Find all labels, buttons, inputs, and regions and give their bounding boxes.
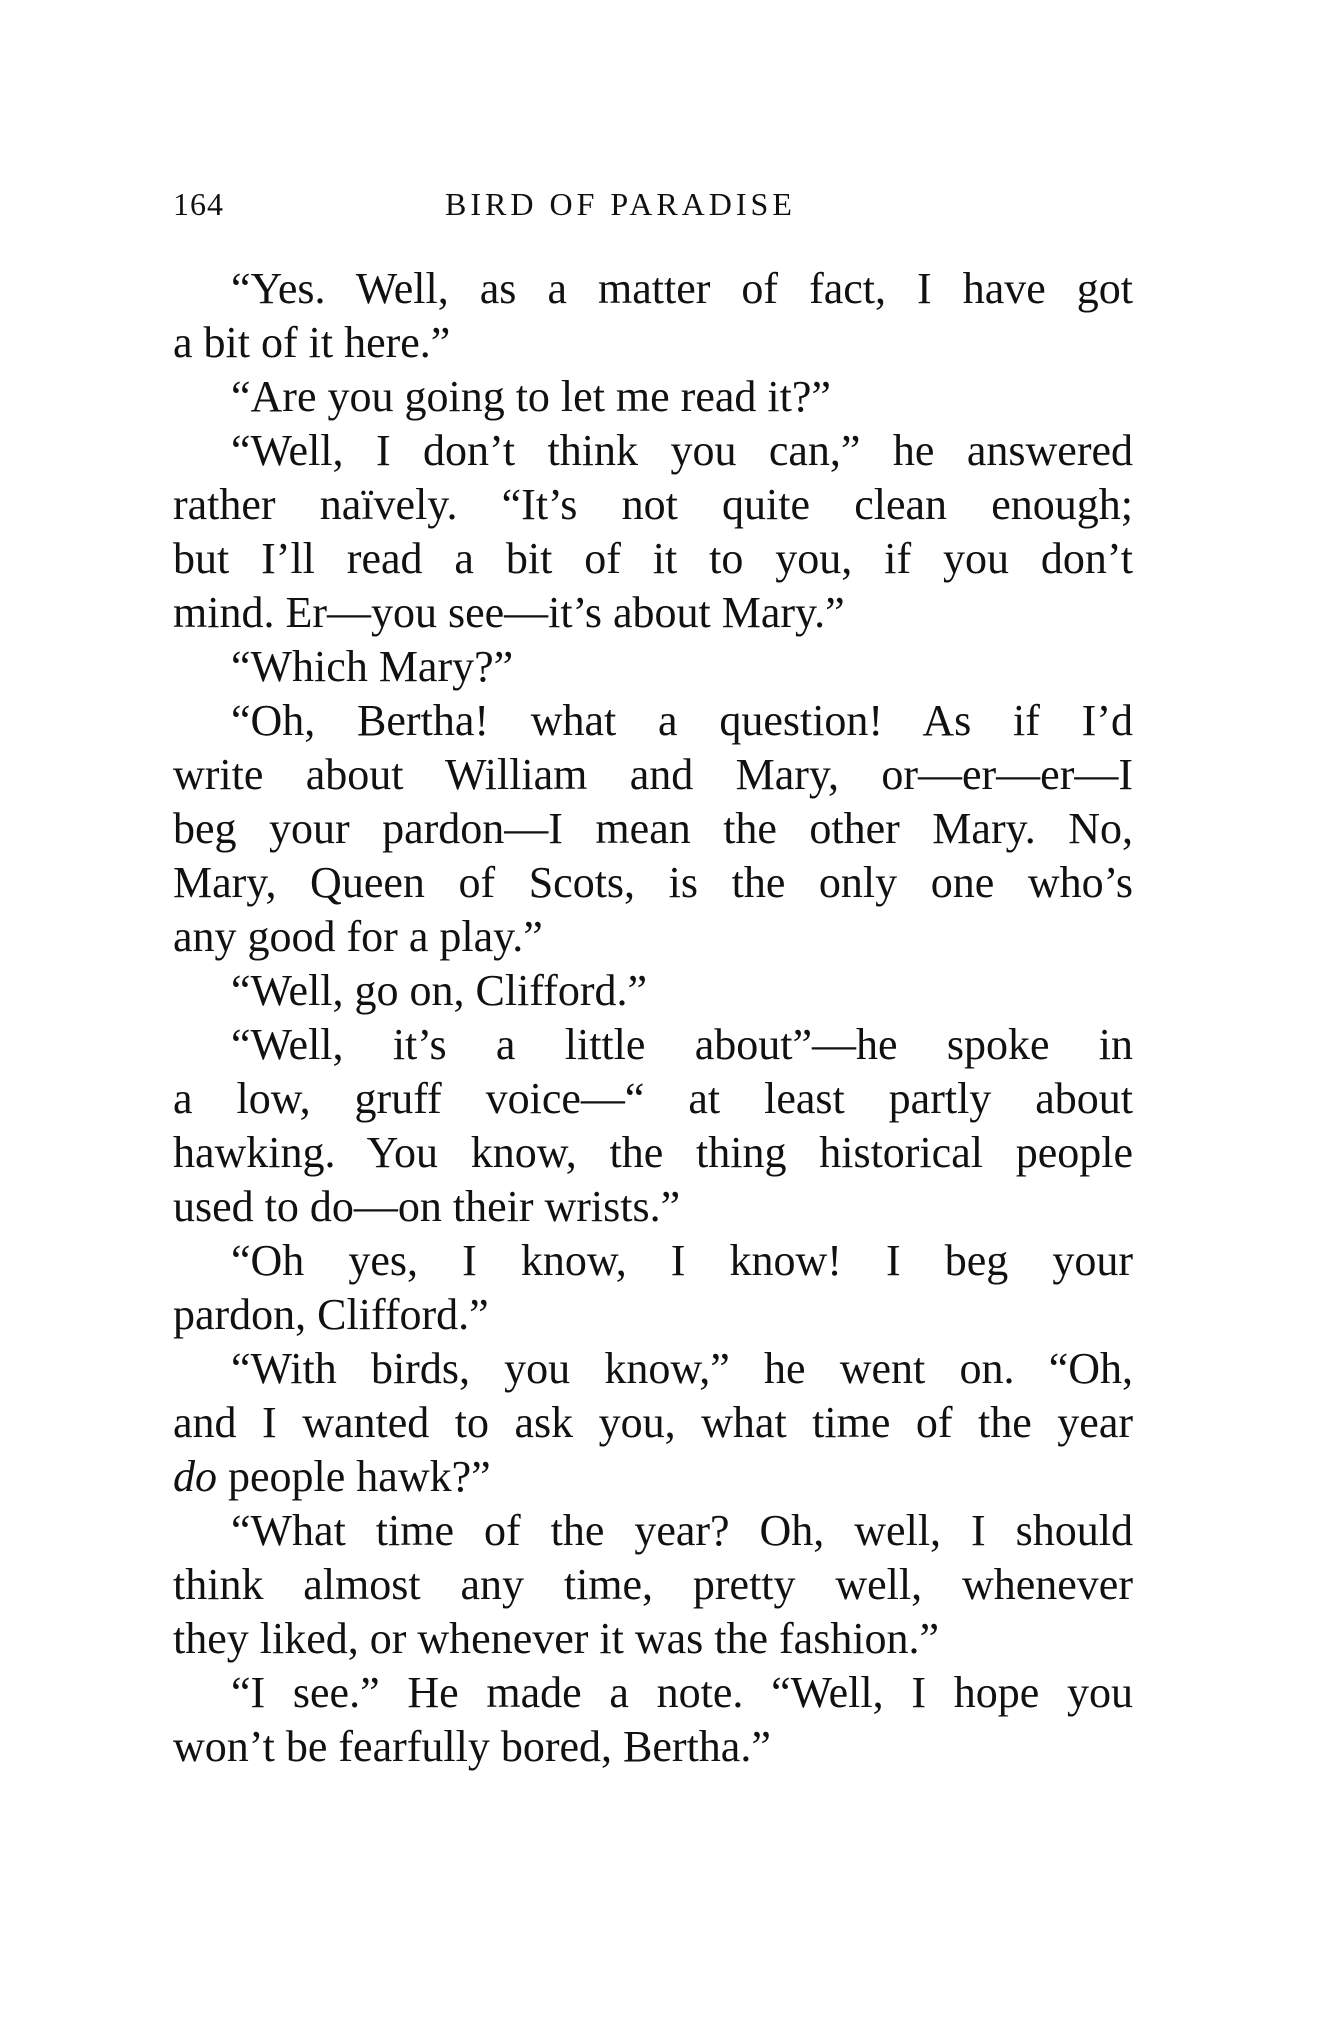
paragraph xyxy=(173,1504,1133,1666)
text-line xyxy=(173,1450,1133,1504)
text-line: “What time of the year? Oh, well, I should xyxy=(231,1506,1133,1555)
text-line: “Well, I don’t think you can,” he answered xyxy=(231,426,1133,475)
paragraph xyxy=(173,1018,1133,1234)
text-line: “Yes. Well, as a matter of fact, I have got xyxy=(231,264,1133,313)
text-line: “Oh, Bertha! what a question! As if I’d xyxy=(231,696,1133,745)
text-line: pardon, Clifford.” xyxy=(173,1290,489,1339)
running-head: BIRD OF PARADISE xyxy=(445,186,796,222)
text-line: a bit of it here.” xyxy=(173,318,451,367)
text-line: Mary, Queen of Scots, is the only one who’s xyxy=(173,858,1133,907)
paragraph xyxy=(173,1666,1133,1774)
text-line: hawking. You know, the thing historical people xyxy=(173,1128,1133,1177)
paragraph xyxy=(173,694,1133,964)
text-line: and I wanted to ask you, what time of the year xyxy=(173,1398,1133,1447)
text-line: rather naïvely. “It’s not quite clean enough; xyxy=(173,480,1133,529)
text-line: “With birds, you know,” he went on. “Oh, xyxy=(231,1344,1133,1393)
text-line: “I see.” He made a note. “Well, I hope you xyxy=(231,1668,1133,1717)
paragraph xyxy=(173,424,1133,640)
text-line: they liked, or whenever it was the fashion.” xyxy=(173,1614,940,1663)
text-line: “Well, it’s a little about”—he spoke in xyxy=(231,1020,1133,1069)
text-line: write about William and Mary, or—er—er—I xyxy=(173,750,1133,799)
body-text xyxy=(173,262,1133,1774)
text-line: “Oh yes, I know, I know! I beg your xyxy=(231,1236,1133,1285)
text-line: “Are you going to let me read it?” xyxy=(231,372,831,421)
paragraph xyxy=(173,1342,1133,1504)
text-line: mind. Er—you see—it’s about Mary.” xyxy=(173,588,845,637)
text-line: beg your pardon—I mean the other Mary. No, xyxy=(173,804,1133,853)
text-run: people hawk?” xyxy=(217,1452,491,1501)
page-header xyxy=(173,186,1133,236)
text-line: any good for a play.” xyxy=(173,912,543,961)
text-line: think almost any time, pretty well, whenever xyxy=(173,1560,1133,1609)
text-line: won’t be fearfully bored, Bertha.” xyxy=(173,1722,771,1771)
text-line: a low, gruff voice—“ at least partly about xyxy=(173,1074,1133,1123)
paragraph xyxy=(173,370,1133,424)
text-line: used to do—on their wrists.” xyxy=(173,1182,681,1231)
paragraph xyxy=(173,640,1133,694)
paragraph xyxy=(173,964,1133,1018)
text-line: “Which Mary?” xyxy=(231,642,514,691)
page-number: 164 xyxy=(173,186,224,222)
paragraph xyxy=(173,262,1133,370)
text-line: but I’ll read a bit of it to you, if you don’t xyxy=(173,534,1133,583)
emphasis: do xyxy=(173,1452,217,1501)
paragraph xyxy=(173,1234,1133,1342)
text-line: “Well, go on, Clifford.” xyxy=(231,966,648,1015)
